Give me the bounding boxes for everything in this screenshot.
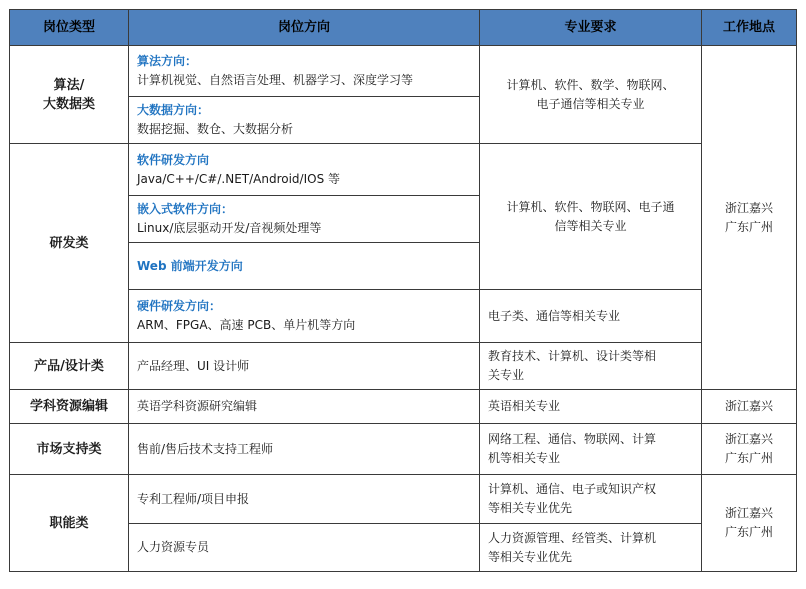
- requirement-line: 等相关专业优先: [488, 501, 573, 515]
- requirement-line: 等相关专业优先: [488, 549, 573, 564]
- requirement-hr: [480, 524, 702, 572]
- category-algo-line2: 大数据类: [42, 96, 95, 112]
- location-line: 浙江嘉兴: [724, 432, 773, 446]
- direction-market: 售前/售后技术支持工程师: [129, 424, 480, 475]
- requirement-market: [480, 424, 702, 475]
- table-row: [10, 144, 797, 196]
- direction-title: 软件研发方向: [137, 152, 210, 167]
- requirement-algo: [480, 46, 702, 144]
- direction-product: 产品经理、UI 设计师: [129, 343, 480, 390]
- table-row: [10, 46, 797, 97]
- category-algo: [10, 46, 129, 144]
- requirement-subject: 英语相关专业: [480, 390, 702, 424]
- direction-bigdata: [129, 97, 480, 144]
- direction-title: 大数据方向：: [137, 103, 210, 117]
- direction-algo: [129, 46, 480, 97]
- requirement-line: 机等相关专业: [488, 451, 561, 465]
- direction-software: [129, 144, 480, 196]
- direction-hardware: [129, 290, 480, 343]
- direction-hr: 人力资源专员: [129, 524, 480, 572]
- category-func: 职能类: [10, 475, 129, 572]
- requirement-line: 网络工程、通信、物联网、计算: [488, 432, 657, 446]
- direction-title: 算法方向：: [137, 54, 198, 68]
- table-row: [10, 524, 797, 572]
- location-market: [702, 424, 797, 475]
- direction-text: 计算机视觉、自然语言处理、机器学习、深度学习等: [137, 73, 414, 87]
- header-requirement: 专业要求: [480, 10, 702, 46]
- requirement-line: 关专业: [488, 368, 525, 382]
- table-row: [10, 475, 797, 524]
- location-line: 广东广州: [724, 525, 773, 539]
- location-func: [702, 475, 797, 572]
- requirement-software: [480, 144, 702, 290]
- requirement-product: [480, 343, 702, 390]
- location-line: 广东广州: [724, 219, 773, 234]
- requirement-line: 电子通信等相关专业: [536, 96, 645, 111]
- requirement-hardware: 电子类、通信等相关专业: [480, 290, 702, 343]
- requirement-line: 计算机、通信、电子或知识产权: [488, 482, 657, 496]
- direction-title: 嵌入式软件方向：: [137, 202, 234, 216]
- table-row: [10, 343, 797, 390]
- direction-text: Linux/底层驱动开发/音视频处理等: [137, 221, 322, 235]
- table-header-row: [10, 10, 797, 46]
- category-market: 市场支持类: [10, 424, 129, 475]
- header-location: 工作地点: [702, 10, 797, 46]
- requirement-line: 教育技术、计算机、设计类等相: [488, 349, 657, 363]
- location-line: 广东广州: [724, 451, 773, 465]
- table-row: [10, 424, 797, 475]
- requirement-line: 计算机、软件、物联网、电子通: [506, 199, 675, 214]
- direction-embedded: [129, 196, 480, 243]
- category-product: 产品/设计类: [10, 343, 129, 390]
- direction-subject: 英语学科资源研究编辑: [129, 390, 480, 424]
- direction-web: [129, 243, 480, 290]
- direction-text: 数据挖掘、数仓、大数据分析: [137, 122, 294, 136]
- direction-patent: 专利工程师/项目申报: [129, 475, 480, 524]
- requirement-line: 信等相关专业: [554, 218, 627, 233]
- location-line: 浙江嘉兴: [724, 506, 773, 520]
- category-rd: 研发类: [10, 144, 129, 343]
- location-line: 浙江嘉兴: [724, 200, 773, 215]
- location-subject: 浙江嘉兴: [702, 390, 797, 424]
- direction-text: ARM、FPGA、高速 PCB、单片机等方向: [137, 318, 356, 332]
- direction-text: Java/C++/C#/.NET/Android/IOS 等: [137, 171, 340, 186]
- requirement-line: 人力资源管理、经管类、计算机: [488, 530, 657, 545]
- table-row: [10, 390, 797, 424]
- recruitment-table: [9, 9, 797, 572]
- direction-title: Web 前端开发方向: [137, 258, 243, 273]
- direction-title: 硬件研发方向：: [137, 299, 222, 313]
- header-direction: 岗位方向: [129, 10, 480, 46]
- requirement-line: 计算机、软件、数学、物联网、: [506, 77, 675, 92]
- location-shared: [702, 46, 797, 390]
- table-row: [10, 290, 797, 343]
- requirement-patent: [480, 475, 702, 524]
- header-type: 岗位类型: [10, 10, 129, 46]
- category-subject: 学科资源编辑: [10, 390, 129, 424]
- category-algo-line1: 算法/: [53, 77, 85, 93]
